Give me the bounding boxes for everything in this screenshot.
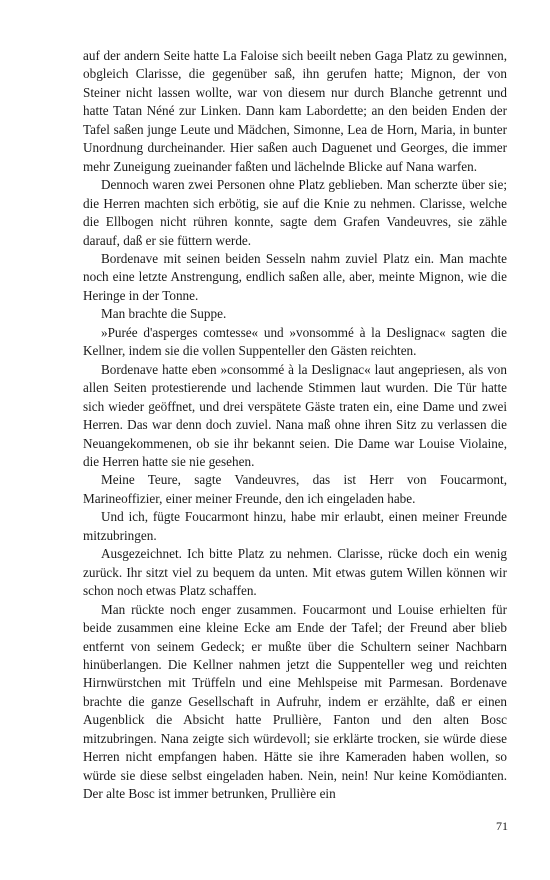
paragraph: Man rückte noch enger zusammen. Foucarmont und Louise erhielten für beide zusammen eine kleine Ecke am Ende der Tafel; der Freund aber blieb entfernt von seinem Gedeck; er mußte über die Schultern seiner Nachbarn hinüberlangen. Die Kellner nahmen jetzt die Suppenteller weg und reichten Hirnwürstchen mit Trüffeln und eine Mehlspeise mit Parmesan. Bordenave brachte die ganze Gesellschaft in Aufruhr, indem er erzählte, daß er einen Augenblick die Absicht hatte Prullière, Fanton und den alten Bosc mitzubringen. Nana zeigte sich würdevoll; sie erklärte trocken, sie würde diese Herren nicht empfangen haben. Hätte sie ihre Kameraden haben wollen, so würde sie diese selbst eingeladen haben. Nein, nein! Nur keine Komödianten. Der alte Bosc ist immer betrunken, Prullière ein [83, 601, 507, 802]
paragraph: »Purée d'asperges comtesse« und »vonsommé à la Deslignac« sagten die Kellner, indem sie die vollen Suppenteller den Gästen reichten. [83, 324, 507, 359]
paragraph: Meine Teure, sagte Vandeuvres, das ist Herr von Foucarmont, Marineoffizier, einer meiner Freunde, den ich eingeladen habe. [83, 472, 507, 506]
paragraph: Bordenave mit seinen beiden Sesseln nahm zuviel Platz ein. Man machte noch eine letzte Anstrengung, endlich saßen alle, aber, meinte Mignon, wie die Heringe in der Tonne. [83, 250, 507, 303]
paragraph: Dennoch waren zwei Personen ohne Platz geblieben. Man scherzte über sie; die Herren machten sich erbötig, sie auf die Knie zu nehmen. Clarisse, welche die Ellbogen nicht rühren konnte, sagte dem Grafen Vandeuvres, sie zähle darauf, daß er sie füttern werde. [83, 177, 507, 248]
paragraph: Und ich, fügte Foucarmont hinzu, habe mir erlaubt, einen meiner Freunde mitzubringen. [83, 509, 507, 543]
paragraph: Bordenave hatte eben »consommé à la Deslignac« laut angepriesen, als von allen Seiten protestierende und lachende Stimmen laut wurden. Die Tür hatte sich wieder geöffnet, und drei verspätete Gäste traten ein, eine Dame und zwei Herren. Das war denn doch zuviel. Nana maß ohne ihren Sitz zu verlassen die Neuangekommenen, ob sie ihr bekannt seien. Die Dame war Louise Violaine, die Herren hatte sie nie gesehen. [83, 361, 507, 469]
paragraph: Man brachte die Suppe. [101, 306, 227, 322]
paragraph: auf der andern Seite hatte La Faloise sich beeilt neben Gaga Platz zu gewinnen, obgleich Clarisse, die gegenüber saß, ihn gerufen hatte; Mignon, der von Steiner nicht lassen wollte, war von diesem nur durch Blanche getrennt und hatte Tatan Néné zur Linken. Dann kam Labordette; an den beiden Enden der Tafel saßen junge Leute und Mädchen, Simonne, Lea de Horn, Maria, in bunter Unordnung durcheinander. Hier saßen auch Daguenet und Georges, die immer mehr Zuneigung zueinander faßten und lächelnde Blicke auf Nana warfen. [83, 48, 507, 174]
paragraph: Ausgezeichnet. Ich bitte Platz zu nehmen. Clarisse, rücke doch ein wenig zurück. Ihr sitzt viel zu bequem da unten. Mit etwas gutem Willen können wir schon noch etwas Platz schaffen. [83, 546, 507, 599]
page-number: 71 [496, 819, 508, 833]
body-text [83, 47, 507, 804]
